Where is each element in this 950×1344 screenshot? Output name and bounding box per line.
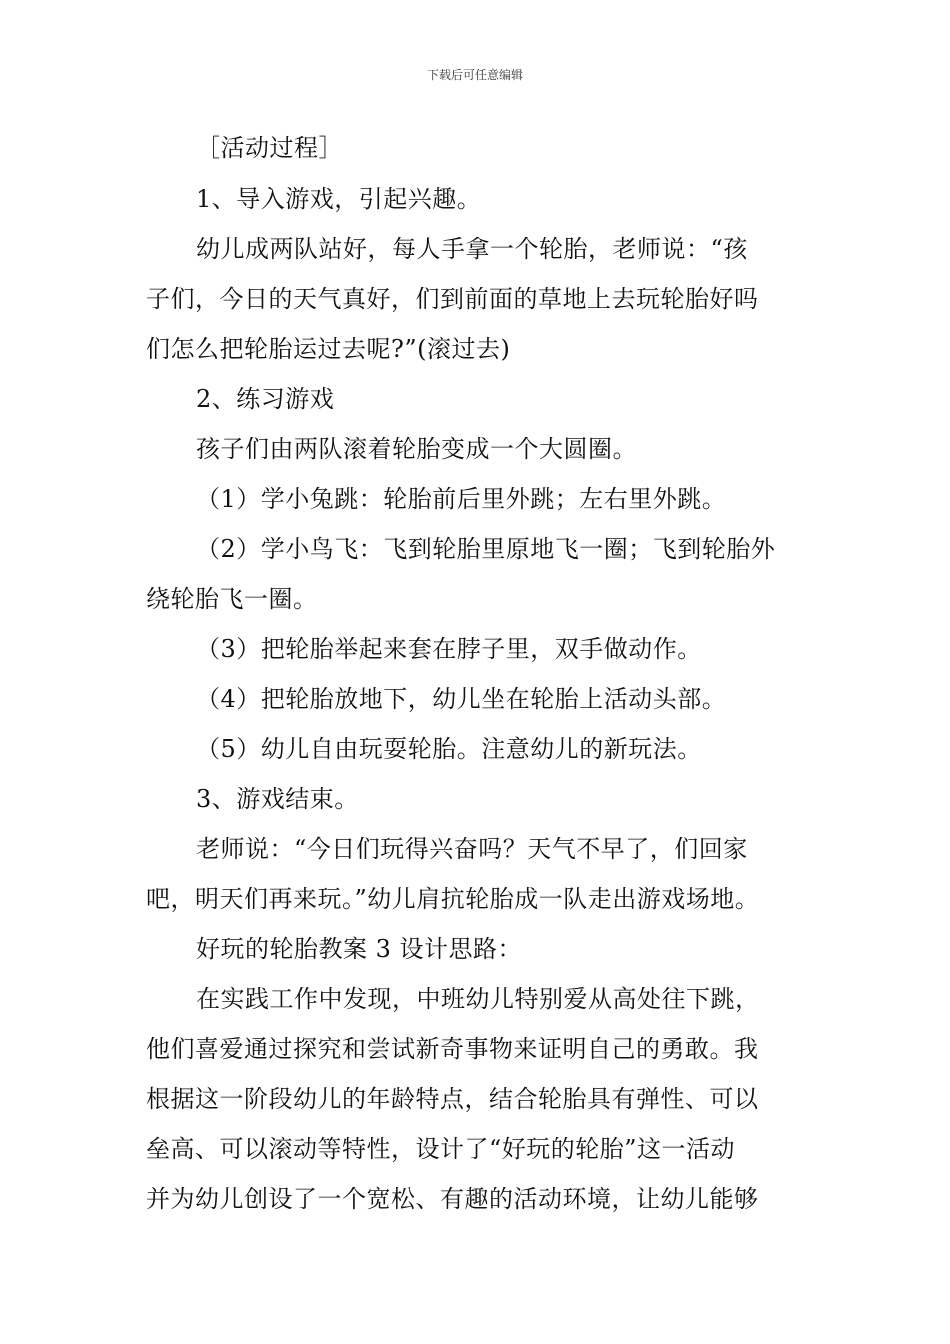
paragraph-line: 他们喜爱通过探究和尝试新奇事物来证明自己的勇敢。我	[146, 1035, 759, 1063]
paragraph-line: （1）学小兔跳：轮胎前后里外跳；左右里外跳。	[196, 485, 727, 513]
paragraph-line: 孩子们由两队滚着轮胎变成一个大圆圈。	[196, 435, 637, 463]
paragraph-line: （2）学小鸟飞：飞到轮胎里原地飞一圈；飞到轮胎外	[196, 535, 776, 563]
paragraph-line: 好玩的轮胎教案 3 设计思路：	[196, 935, 523, 963]
paragraph-line: 们怎么把轮胎运过去呢?”(滚过去)	[146, 335, 511, 363]
paragraph-line: 老师说：“今日们玩得兴奋吗？天气不早了，们回家	[196, 835, 748, 863]
paragraph-line: （4）把轮胎放地下，幼儿坐在轮胎上活动头部。	[196, 685, 727, 713]
paragraph-line: 幼儿成两队站好，每人手拿一个轮胎，老师说：“孩	[196, 235, 748, 263]
paragraph-line: 2、练习游戏	[196, 385, 335, 413]
paragraph-line: 吧，明天们再来玩。”幼儿肩抗轮胎成一队走出游戏场地。	[146, 885, 760, 913]
paragraph-line: 绕轮胎飞一圈。	[146, 585, 318, 613]
paragraph-line: （3）把轮胎举起来套在脖子里，双手做动作。	[196, 635, 702, 663]
paragraph-line: 3、游戏结束。	[196, 785, 359, 813]
section-heading: ［活动过程］	[196, 134, 343, 162]
paragraph-line: （5）幼儿自由玩耍轮胎。注意幼儿的新玩法。	[196, 735, 702, 763]
page-header: 下载后可任意编辑	[426, 68, 523, 82]
paragraph-line: 在实践工作中发现，中班幼儿特别爱从高处往下跳，	[196, 985, 760, 1013]
paragraph-line: 子们，今日的天气真好，们到前面的草地上去玩轮胎好吗	[146, 285, 759, 313]
paragraph-line: 根据这一阶段幼儿的年龄特点，结合轮胎具有弹性、可以	[146, 1085, 759, 1113]
paragraph-line: 垒高、可以滚动等特性，设计了“好玩的轮胎”这一活动	[146, 1135, 736, 1163]
paragraph-line: 1、导入游戏，引起兴趣。	[196, 185, 482, 213]
paragraph-line: 并为幼儿创设了一个宽松、有趣的活动环境，让幼儿能够	[146, 1185, 759, 1213]
